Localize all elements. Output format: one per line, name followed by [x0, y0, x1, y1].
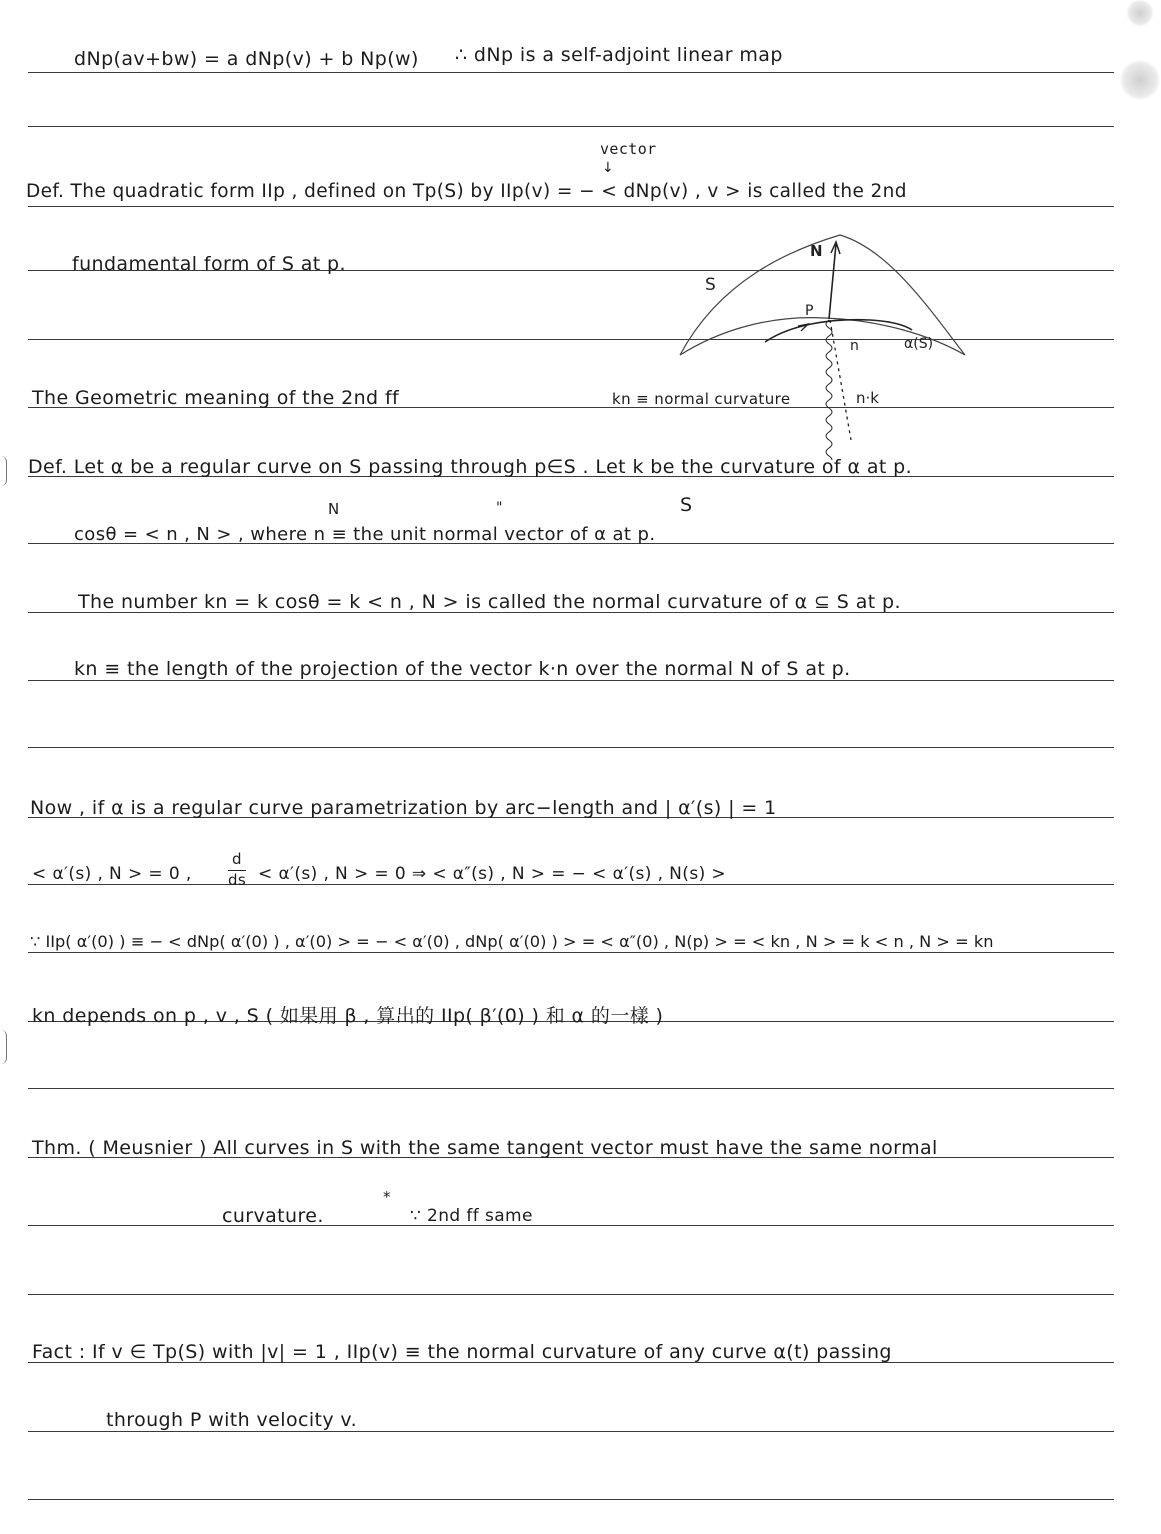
- normal-curvature-number: The number kn = k cosθ = k < n , N > is called the normal curvature of α ⊆ S at p.: [78, 591, 901, 613]
- page-smudge: [1120, 58, 1160, 102]
- meusnier-theorem-continuation: curvature.: [222, 1205, 324, 1227]
- cos-theta-line: cosθ = < n , N > , where n ≡ the unit normal vector of α at p.: [74, 524, 656, 545]
- definition-continuation: fundamental form of S at p.: [72, 253, 346, 275]
- normal-vector-N: [829, 244, 836, 319]
- curve-alpha: [765, 320, 912, 342]
- diagram-label-P: P: [805, 303, 814, 319]
- derivative-line-part-2: < α′(s) , N > = 0 ⇒ < α″(s) , N > = − < α′(s) , N(s) >: [258, 864, 727, 884]
- normal-curvature-label: kn ≡ normal curvature: [612, 390, 791, 408]
- derivative-numerator: d: [232, 850, 242, 868]
- diagram-label-nk: n·k: [856, 389, 879, 407]
- derivative-denominator: ds: [228, 871, 247, 889]
- line-1-conclusion: ∴ dNp is a self-adjoint linear map: [455, 44, 783, 66]
- page-smudge: [1125, 0, 1155, 26]
- ruled-line: [28, 884, 1114, 885]
- annotation-equal: ": [496, 500, 503, 516]
- ruled-line: [28, 952, 1114, 953]
- ruled-line: [28, 747, 1114, 748]
- kn-dependency-line: kn depends on p , v , S ( 如果用 β , 算出的 IIp( β′(0) ) 和 α 的一樣 ): [32, 1005, 664, 1027]
- kn-projection-line: kn ≡ the length of the projection of the vector k·n over the normal N of S at p.: [74, 658, 851, 680]
- annotation-N: N: [328, 500, 340, 518]
- ruled-line: [28, 1225, 1114, 1226]
- ruled-line: [28, 680, 1114, 681]
- diagram-label-alpha: α(S): [904, 336, 934, 352]
- arc-length-line: Now , if α is a regular curve parametrization by arc−length and | α′(s) | = 1: [30, 797, 777, 819]
- ruled-line: [28, 1431, 1114, 1432]
- line-1-formula: dNp(av+bw) = a dNp(v) + b Np(w): [74, 48, 419, 70]
- meusnier-theorem: Thm. ( Meusnier ) All curves in S with the same tangent vector must have the same normal: [32, 1137, 938, 1159]
- ruled-line: [28, 1294, 1114, 1295]
- diagram-label-S: S: [705, 275, 716, 295]
- diagram-label-N: N: [810, 242, 823, 260]
- derivative-line-part-1: < α′(s) , N > = 0 ,: [32, 864, 192, 884]
- second-ff-derivation: ∵ IIp( α′(0) ) ≡ − < dNp( α′(0) ) , α′(0) > = − < α′(0) , dNp( α′(0) ) > = < α″(0) , N(p) > = < kn , N > = k < n , N > = kn: [30, 932, 994, 951]
- vector-annotation: vector: [600, 140, 657, 158]
- ruled-line: [28, 1088, 1114, 1089]
- definition-second-fundamental-form: Def. The quadratic form IIp , defined on Tp(S) by IIp(v) = − < dNp(v) , v > is called the 2nd: [26, 181, 907, 202]
- principal-normal-n: [830, 320, 851, 440]
- ruled-line: [28, 1499, 1114, 1500]
- surface-curve-diagram: [600, 220, 1020, 460]
- binder-mark: [0, 1030, 7, 1064]
- fact-statement-continuation: through P with velocity v.: [106, 1409, 358, 1431]
- section-heading-geometric-meaning: The Geometric meaning of the 2nd ff: [32, 387, 400, 409]
- fact-statement: Fact : If v ∈ Tp(S) with |v| = 1 , IIp(v) ≡ the normal curvature of any curve α(t) passing: [32, 1341, 892, 1363]
- ruled-line: [28, 126, 1114, 127]
- meusnier-note: ∵ 2nd ff same: [410, 1206, 533, 1226]
- ruled-line: [28, 72, 1114, 73]
- diagram-label-n: n: [850, 338, 859, 354]
- binder-mark: [0, 456, 7, 486]
- wavy-curvature-line: [826, 320, 832, 460]
- definition-normal-curvature: Def. Let α be a regular curve on S passing through p∈S . Let k be the curvature of α at p.: [28, 456, 913, 478]
- ruled-line: [28, 206, 1114, 207]
- annotation-S: S: [680, 494, 693, 516]
- star-mark: *: [383, 1188, 391, 1206]
- vector-annotation-arrow: ↓: [602, 160, 615, 176]
